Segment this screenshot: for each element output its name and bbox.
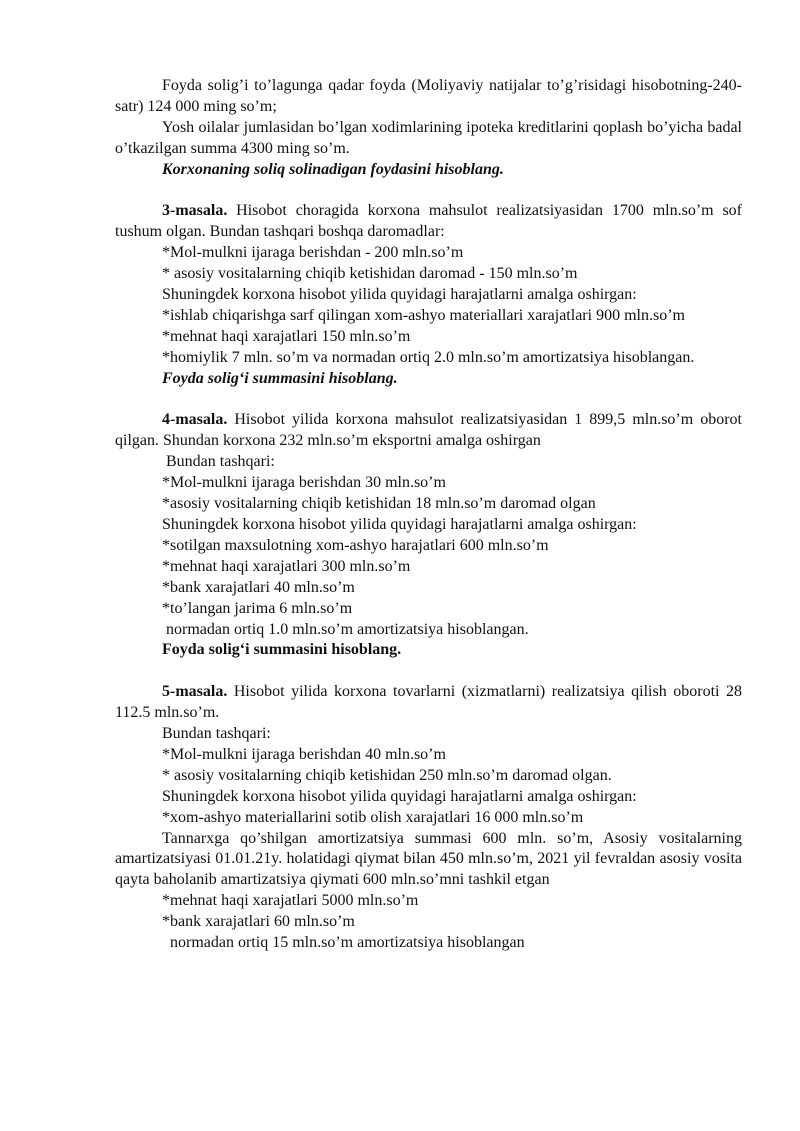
problem-title: 3-masala.: [162, 202, 228, 220]
task-heading: Foyda solig‘i summasini hisoblang.: [162, 369, 398, 387]
problem-5-intro: [115, 682, 742, 724]
list-item: *mehnat haqi xarajatlari 5000 mln.so’m: [162, 892, 419, 910]
spacer: [115, 181, 742, 202]
list-item: *Mol-mulkni ijaraga berishdan 40 mln.so’m: [162, 745, 446, 763]
paragraph: Foyda solig’i to’lagunga qadar foyda (Moliyaviy natijalar to’g’risidagi hisobotning-240-satr) 124 000 ming so’m;: [115, 77, 742, 115]
list-item: *bank xarajatlari 60 mln.so’m: [162, 913, 355, 931]
problem-text: Hisobot choragida korxona mahsulot realizatsiyasidan 1700 mln.so’m sof tushum olgan. Bundan tashqari boshqa daromadlar:: [115, 202, 742, 241]
list-item: *to’langan jarima 6 mln.so’m: [162, 599, 353, 617]
list-item: *ishlab chiqarishga sarf qilingan xom-ashyo materiallari xarajatlari 900 mln.so’m: [162, 306, 685, 324]
document-page: [115, 76, 742, 954]
list-item: *asosiy vositalarning chiqib ketishidan 18 mln.so’m daromad olgan: [162, 495, 596, 513]
list-item: normadan ortiq 15 mln.so’m amortizatsiya hisoblangan: [162, 934, 525, 952]
list-item: * asosiy vositalarning chiqib ketishidan 250 mln.so’m daromad olgan.: [162, 766, 612, 784]
problem-text: Hisobot yilida korxona tovarlarni (xizmatlarni) realizatsiya qilish oboroti 28 112.5 mln.so’m.: [115, 683, 742, 722]
list-item: * asosiy vositalarning chiqib ketishidan daromad - 150 mln.so’m: [162, 265, 578, 283]
list-item: *Mol-mulkni ijaraga berishdan 30 mln.so’m: [162, 474, 446, 492]
list-item: *sotilgan maxsulotning xom-ashyo harajatlari 600 mln.so’m: [162, 536, 549, 554]
list-item: *mehnat haqi xarajatlari 300 mln.so’m: [162, 557, 411, 575]
list-item: *mehnat haqi xarajatlari 150 mln.so’m: [162, 327, 411, 345]
spacer: [115, 390, 742, 411]
list-item: Shuningdek korxona hisobot yilida quyidagi harajatlarni amalga oshirgan:: [162, 516, 637, 533]
task-heading: Korxonaning soliq solinadigan foydasini hisoblang.: [162, 160, 504, 178]
list-item: *xom-ashyo materiallarini sotib olish xarajatlari 16 000 mln.so’m: [162, 808, 584, 826]
list-item: *homiylik 7 mln. so’m va normadan ortiq 2.0 mln.so’m amortizatsiya hisoblangan.: [162, 348, 695, 366]
task-heading: Foyda solig‘i summasini hisoblang.: [162, 641, 402, 659]
list-item: *bank xarajatlari 40 mln.so’m: [162, 578, 355, 596]
problem-3-intro: [115, 201, 742, 243]
list-item: Shuningdek korxona hisobot yilida quyidagi harajatlarni amalga oshirgan:: [162, 286, 637, 304]
list-item: Shuningdek korxona hisobot yilida quyidagi harajatlarni amalga oshirgan:: [162, 787, 637, 805]
problem-4-intro: [115, 410, 742, 452]
paragraph: Yosh oilalar jumlasidan bo’lgan xodimlarining ipoteka kreditlarini qoplash bo’yicha badal o’tkazilgan summa 4300 ming so’m.: [115, 118, 742, 157]
problem-title: 4-masala.: [162, 411, 228, 429]
paragraph: Tannarxga qo’shilgan amortizatsiya summasi 600 mln. so’m, Asosiy vositalarning amartizatsiyasi 01.01.21y. holatidagi qiymat bilan 450 mln.so’m, 2021 yil fevraldan asosiy vosita qayta baholanib amartizatsiya qiymati 600 mln.so’mni tashkil etgan: [115, 829, 742, 889]
problem-title: 5-masala.: [162, 683, 228, 701]
spacer: [115, 661, 742, 682]
list-item: Bundan tashqari:: [162, 453, 275, 471]
problem-text: Hisobot yilida korxona mahsulot realizatsiyasidan 1 899,5 mln.so’m oborot qilgan. Shundan korxona 232 mln.so’m eksportni amalga oshirgan: [115, 411, 742, 450]
list-item: *Mol-mulkni ijaraga berishdan - 200 mln.so’m: [162, 244, 464, 262]
list-item: normadan ortiq 1.0 mln.so’m amortizatsiya hisoblangan.: [162, 620, 529, 638]
list-item: Bundan tashqari:: [162, 725, 271, 743]
